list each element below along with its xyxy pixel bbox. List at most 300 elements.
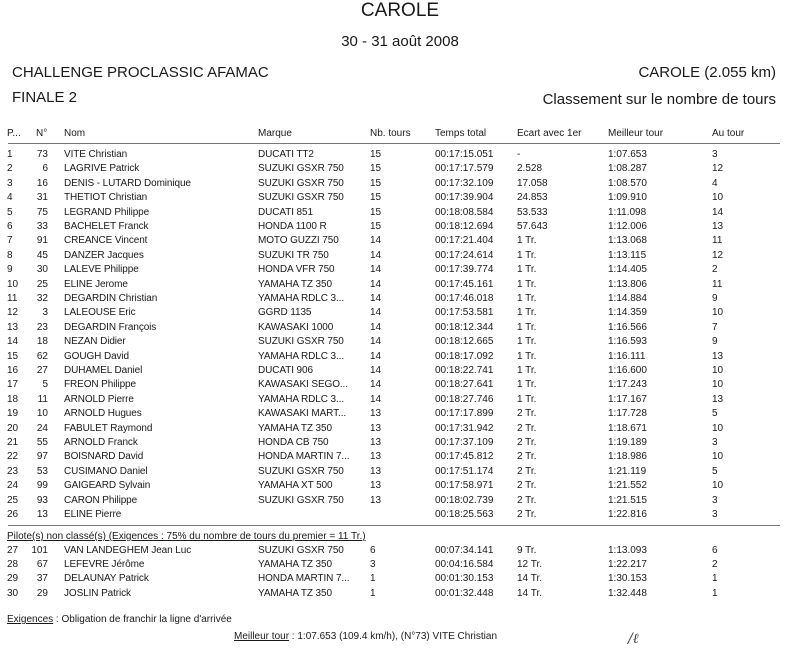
- cell-number: 27: [36, 365, 48, 376]
- cell-best-lap: 1:17.243: [608, 379, 647, 391]
- cell-position: 17: [7, 379, 19, 391]
- cell-on-lap: 5: [712, 408, 718, 420]
- cell-number: 101: [31, 545, 48, 556]
- cell-brand: MOTO GUZZI 750: [258, 235, 339, 247]
- cell-best-lap: 1:16.593: [608, 336, 647, 348]
- cell-name: DANZER Jacques: [64, 249, 144, 261]
- results-divider: [8, 525, 780, 526]
- cell-gap: 2 Tr.: [517, 408, 537, 420]
- best-lap-text: : 1:07.653 (109.4 km/h), (N°73) VITE Christian: [289, 631, 498, 642]
- cell-number: 16: [36, 177, 48, 189]
- cell-gap: 24.853: [517, 192, 548, 204]
- cell-on-lap: 10: [712, 422, 724, 434]
- cell-brand: SUZUKI GSXR 750: [258, 336, 344, 348]
- table-row: [0, 465, 800, 478]
- cell-laps: 14: [370, 307, 382, 319]
- cell-total-time: 00:17:17.579: [435, 163, 494, 175]
- cell-name: LAGRIVE Patrick: [64, 163, 140, 175]
- cell-laps: 14: [370, 278, 382, 290]
- col-header-best-lap: Meilleur tour: [608, 128, 664, 139]
- cell-number: 29: [36, 587, 48, 599]
- cell-position: 3: [7, 177, 13, 189]
- cell-number: 99: [36, 480, 48, 492]
- cell-total-time: 00:18:12.344: [435, 321, 494, 333]
- table-row: [0, 407, 800, 420]
- col-header-on-lap: Au tour: [712, 128, 745, 139]
- cell-best-lap: 1:07.653: [608, 149, 647, 160]
- cell-total-time: 00:18:27.641: [435, 379, 494, 391]
- cell-position: 30: [7, 587, 19, 599]
- cell-brand: DUCATI 906: [258, 365, 313, 376]
- cell-position: 1: [7, 149, 13, 160]
- cell-number: 32: [36, 293, 48, 304]
- handwritten-mark: /ℓ: [628, 631, 639, 647]
- cell-on-lap: 10: [712, 451, 724, 463]
- cell-laps: 13: [370, 422, 382, 434]
- cell-name: GAIGEARD Sylvain: [64, 480, 151, 492]
- cell-name: FABULET Raymond: [64, 422, 153, 434]
- cell-brand: YAMAHA TZ 350: [258, 422, 332, 434]
- cell-brand: DUCATI 851: [258, 206, 313, 218]
- cell-name: CREANCE Vincent: [64, 235, 148, 247]
- cell-on-lap: 10: [712, 480, 724, 492]
- cell-best-lap: 1:18.986: [608, 451, 647, 463]
- col-header-name: Nom: [64, 128, 86, 139]
- cell-best-lap: 1:22.816: [608, 509, 647, 520]
- cell-name: ELINE Jerome: [64, 278, 128, 290]
- table-row: [0, 378, 800, 391]
- cell-name: GOUGH David: [64, 350, 130, 362]
- cell-best-lap: 1:13.068: [608, 235, 647, 247]
- cell-total-time: 00:17:53.581: [435, 307, 494, 319]
- table-row: [0, 335, 800, 348]
- cell-best-lap: 1:14.405: [608, 264, 647, 276]
- cell-total-time: 00:17:17.899: [435, 408, 494, 420]
- cell-position: 21: [7, 437, 19, 448]
- cell-on-lap: 11: [712, 278, 723, 290]
- cell-brand: SUZUKI GSXR 750: [258, 545, 344, 556]
- cell-laps: 14: [370, 235, 382, 247]
- cell-gap: 2 Tr.: [517, 451, 537, 463]
- cell-total-time: 00:18:08.584: [435, 206, 494, 218]
- cell-total-time: 00:17:24.614: [435, 249, 494, 261]
- cell-gap: 1 Tr.: [517, 278, 537, 290]
- cell-gap: 2 Tr.: [517, 465, 537, 477]
- cell-gap: 9 Tr.: [517, 545, 537, 556]
- cell-best-lap: 1:08.570: [608, 177, 647, 189]
- cell-brand: SUZUKI GSXR 750: [258, 177, 344, 189]
- cell-total-time: 00:17:46.018: [435, 293, 494, 304]
- cell-brand: KAWASAKI SEGO...: [258, 379, 348, 391]
- cell-laps: 14: [370, 321, 382, 333]
- cell-number: 30: [36, 264, 48, 276]
- cell-laps: 14: [370, 264, 382, 276]
- cell-brand: HONDA MARTIN 7...: [258, 451, 350, 463]
- cell-best-lap: 1:11.098: [608, 206, 647, 218]
- cell-gap: 12 Tr.: [517, 559, 543, 571]
- cell-on-lap: 10: [712, 192, 724, 204]
- cell-best-lap: 1:16.111: [608, 350, 646, 362]
- table-row: [0, 278, 800, 291]
- table-row: [0, 321, 800, 334]
- cell-gap: 14 Tr.: [517, 573, 543, 585]
- cell-number: 31: [36, 192, 48, 204]
- col-header-brand: Marque: [258, 128, 292, 139]
- cell-number: 91: [36, 235, 48, 247]
- cell-position: 25: [7, 494, 19, 506]
- cell-laps: 13: [370, 494, 382, 506]
- cell-laps: 15: [370, 163, 382, 175]
- cell-best-lap: 1:08.287: [608, 163, 647, 175]
- cell-number: 11: [37, 393, 48, 405]
- cell-brand: HONDA VFR 750: [258, 264, 335, 276]
- cell-total-time: 00:18:25.563: [435, 509, 494, 520]
- cell-name: ARNOLD Pierre: [64, 393, 134, 405]
- cell-on-lap: 3: [712, 149, 718, 160]
- cell-position: 10: [7, 278, 19, 290]
- cell-best-lap: 1:21.119: [608, 465, 647, 477]
- cell-total-time: 00:01:30.153: [435, 573, 494, 585]
- cell-gap: 2 Tr.: [517, 422, 537, 434]
- cell-name: JOSLIN Patrick: [64, 587, 131, 599]
- cell-position: 13: [7, 321, 19, 333]
- cell-on-lap: 10: [712, 365, 724, 376]
- cell-gap: 17.058: [517, 177, 548, 189]
- cell-total-time: 00:17:39.774: [435, 264, 494, 276]
- cell-on-lap: 13: [712, 393, 724, 405]
- cell-name: LALEVE Philippe: [64, 264, 139, 276]
- cell-name: LEGRAND Philippe: [64, 206, 150, 218]
- cell-on-lap: 3: [712, 494, 718, 506]
- cell-number: 10: [36, 408, 48, 420]
- cell-name: DUHAMEL Daniel: [64, 365, 143, 376]
- cell-total-time: 00:18:12.694: [435, 221, 494, 232]
- header-divider: [8, 143, 780, 144]
- cell-name: CARON Philippe: [64, 494, 138, 506]
- table-row: [0, 479, 800, 492]
- cell-position: 12: [7, 307, 19, 319]
- table-row: [0, 306, 800, 319]
- cell-best-lap: 1:21.552: [608, 480, 647, 492]
- cell-position: 22: [7, 451, 19, 463]
- cell-brand: YAMAHA TZ 350: [258, 278, 332, 290]
- cell-gap: 2 Tr.: [517, 437, 537, 448]
- event-dates: 30 - 31 août 2008: [341, 33, 459, 50]
- requirements-note: [7, 614, 232, 625]
- cell-number: 25: [36, 278, 48, 290]
- table-row: [0, 350, 800, 363]
- cell-name: BOISNARD David: [64, 451, 144, 463]
- cell-brand: DUCATI TT2: [258, 149, 314, 160]
- cell-laps: 13: [370, 480, 382, 492]
- cell-best-lap: 1:30.153: [608, 573, 647, 585]
- cell-gap: -: [517, 149, 521, 160]
- cell-number: 37: [36, 573, 48, 585]
- cell-laps: 15: [370, 192, 382, 204]
- cell-number: 33: [36, 221, 48, 232]
- cell-best-lap: 1:17.167: [608, 393, 647, 405]
- table-row: [0, 544, 800, 557]
- cell-best-lap: 1:14.359: [608, 307, 647, 319]
- table-row: [0, 162, 800, 175]
- event-name: CHALLENGE PROCLASSIC AFAMAC: [12, 64, 269, 81]
- cell-number: 45: [36, 249, 48, 261]
- cell-name: LALEOUSE Eric: [64, 307, 136, 319]
- cell-gap: 2 Tr.: [517, 480, 537, 492]
- cell-position: 4: [7, 192, 13, 204]
- cell-number: 6: [42, 163, 48, 175]
- cell-total-time: 00:18:27.746: [435, 393, 494, 405]
- cell-gap: 14 Tr.: [517, 587, 543, 599]
- cell-total-time: 00:17:45.161: [435, 278, 494, 290]
- table-row: [0, 572, 800, 585]
- cell-total-time: 00:18:17.092: [435, 350, 494, 362]
- cell-best-lap: 1:16.600: [608, 365, 647, 376]
- cell-gap: 2 Tr.: [517, 494, 537, 506]
- cell-name: DEGARDIN Christian: [64, 293, 158, 304]
- cell-brand: YAMAHA RDLC 3...: [258, 293, 345, 304]
- cell-name: ARNOLD Franck: [64, 437, 138, 448]
- cell-position: 29: [7, 573, 19, 585]
- cell-total-time: 00:17:58.971: [435, 480, 494, 492]
- col-header-laps: Nb. tours: [370, 128, 411, 139]
- cell-laps: 13: [370, 465, 382, 477]
- cell-brand: YAMAHA RDLC 3...: [258, 350, 345, 362]
- cell-position: 20: [7, 422, 19, 434]
- cell-on-lap: 6: [712, 545, 718, 556]
- cell-laps: 14: [370, 336, 382, 348]
- cell-total-time: 00:17:32.109: [435, 177, 494, 189]
- cell-laps: 15: [370, 149, 382, 160]
- cell-on-lap: 2: [712, 264, 718, 276]
- cell-laps: 3: [370, 559, 376, 571]
- cell-brand: HONDA MARTIN 7...: [258, 573, 350, 585]
- cell-number: 5: [42, 379, 48, 391]
- cell-laps: 15: [370, 206, 382, 218]
- col-header-position: P...: [7, 128, 21, 139]
- cell-brand: SUZUKI GSXR 750: [258, 465, 344, 477]
- cell-name: DEGARDIN François: [64, 321, 157, 333]
- cell-number: 93: [36, 494, 48, 506]
- cell-position: 11: [7, 293, 18, 304]
- cell-on-lap: 3: [712, 437, 718, 448]
- table-row: [0, 177, 800, 190]
- cell-best-lap: 1:12.006: [608, 221, 647, 232]
- cell-total-time: 00:18:22.741: [435, 365, 494, 376]
- cell-gap: 1 Tr.: [517, 235, 537, 247]
- cell-on-lap: 4: [712, 177, 718, 189]
- table-row: [0, 364, 800, 377]
- cell-total-time: 00:17:31.942: [435, 422, 494, 434]
- race-name: FINALE 2: [12, 89, 78, 106]
- table-row: [0, 234, 800, 247]
- cell-name: THETIOT Christian: [64, 192, 148, 204]
- table-row: [0, 263, 800, 276]
- cell-name: DELAUNAY Patrick: [64, 573, 149, 585]
- cell-on-lap: 9: [712, 336, 718, 348]
- cell-total-time: 00:17:45.812: [435, 451, 494, 463]
- cell-on-lap: 13: [712, 221, 724, 232]
- cell-number: 73: [36, 149, 48, 160]
- cell-laps: 14: [370, 350, 382, 362]
- cell-best-lap: 1:09.910: [608, 192, 647, 204]
- cell-laps: 14: [370, 393, 382, 405]
- cell-name: CUSIMANO Daniel: [64, 465, 148, 477]
- cell-best-lap: 1:21.515: [608, 494, 647, 506]
- cell-brand: GGRD 1135: [258, 307, 312, 319]
- cell-gap: 2.528: [517, 163, 543, 175]
- cell-best-lap: 1:17.728: [608, 408, 647, 420]
- non-classified-heading: Pilote(s) non classé(s) (Exigences : 75% du nombre de tours du premier = 11 Tr.): [7, 531, 366, 542]
- cell-gap: 2 Tr.: [517, 509, 537, 520]
- cell-total-time: 00:07:34.141: [435, 545, 494, 556]
- cell-total-time: 00:18:02.739: [435, 494, 494, 506]
- cell-total-time: 00:17:39.904: [435, 192, 494, 204]
- cell-position: 28: [7, 559, 19, 571]
- cell-total-time: 00:17:21.404: [435, 235, 494, 247]
- cell-number: 75: [36, 206, 48, 218]
- cell-laps: 13: [370, 408, 382, 420]
- cell-brand: YAMAHA RDLC 3...: [258, 393, 345, 405]
- cell-position: 9: [7, 264, 13, 276]
- cell-gap: 1 Tr.: [517, 365, 537, 376]
- cell-brand: HONDA 1100 R: [258, 221, 327, 232]
- cell-laps: 14: [370, 249, 382, 261]
- cell-on-lap: 12: [712, 249, 724, 261]
- cell-brand: SUZUKI GSXR 750: [258, 163, 344, 175]
- table-row: [0, 206, 800, 219]
- best-lap-note: [234, 631, 497, 642]
- cell-name: BACHELET Franck: [64, 221, 149, 232]
- cell-gap: 1 Tr.: [517, 336, 537, 348]
- cell-gap: 1 Tr.: [517, 307, 537, 319]
- requirements-text: : Obligation de franchir la ligne d'arrivée: [53, 614, 232, 625]
- cell-on-lap: 11: [712, 235, 723, 247]
- cell-laps: 13: [370, 451, 382, 463]
- cell-on-lap: 1: [712, 587, 718, 599]
- table-row: [0, 436, 800, 449]
- cell-gap: 1 Tr.: [517, 393, 537, 405]
- cell-brand: KAWASAKI 1000: [258, 321, 334, 333]
- cell-number: 24: [36, 422, 48, 434]
- table-row: [0, 148, 800, 161]
- cell-position: 6: [7, 221, 13, 232]
- cell-best-lap: 1:13.093: [608, 545, 647, 556]
- cell-best-lap: 1:16.566: [608, 321, 647, 333]
- cell-best-lap: 1:32.448: [608, 587, 647, 599]
- cell-number: 62: [36, 350, 48, 362]
- cell-position: 5: [7, 206, 13, 218]
- cell-brand: SUZUKI TR 750: [258, 249, 329, 261]
- cell-number: 67: [36, 559, 48, 571]
- cell-laps: 14: [370, 379, 382, 391]
- page-title: CAROLE: [360, 0, 440, 21]
- cell-position: 8: [7, 249, 13, 261]
- cell-brand: YAMAHA TZ 350: [258, 587, 332, 599]
- cell-brand: HONDA CB 750: [258, 437, 329, 448]
- cell-number: 53: [36, 465, 48, 477]
- cell-gap: 1 Tr.: [517, 321, 537, 333]
- cell-position: 26: [7, 509, 19, 520]
- cell-on-lap: 14: [712, 206, 724, 218]
- cell-total-time: 00:18:12.665: [435, 336, 494, 348]
- cell-laps: 14: [370, 365, 382, 376]
- cell-name: DENIS - LUTARD Dominique: [64, 177, 191, 189]
- table-row: [0, 508, 800, 521]
- cell-position: 7: [7, 235, 13, 247]
- col-header-total-time: Temps total: [435, 128, 487, 139]
- cell-position: 16: [7, 365, 19, 376]
- cell-on-lap: 12: [712, 163, 724, 175]
- cell-brand: YAMAHA XT 500: [258, 480, 333, 492]
- cell-on-lap: 9: [712, 293, 718, 304]
- cell-name: FREON Philippe: [64, 379, 136, 391]
- cell-laps: 15: [370, 221, 382, 232]
- cell-laps: 13: [370, 437, 382, 448]
- cell-position: 24: [7, 480, 19, 492]
- col-header-gap: Ecart avec 1er: [517, 128, 582, 139]
- table-row: [0, 558, 800, 571]
- cell-number: 13: [36, 509, 48, 520]
- cell-brand: SUZUKI GSXR 750: [258, 494, 344, 506]
- table-row: [0, 220, 800, 233]
- results-table-header: [0, 128, 800, 142]
- cell-on-lap: 3: [712, 509, 718, 520]
- cell-laps: 15: [370, 177, 382, 189]
- cell-name: NEZAN Didier: [64, 336, 126, 348]
- cell-gap: 1 Tr.: [517, 350, 537, 362]
- cell-number: 55: [36, 437, 48, 448]
- cell-best-lap: 1:13.115: [608, 249, 647, 261]
- cell-position: 18: [7, 393, 19, 405]
- cell-number: 23: [36, 321, 48, 333]
- table-row: [0, 191, 800, 204]
- cell-total-time: 00:04:16.584: [435, 559, 494, 571]
- cell-name: ELINE Pierre: [64, 509, 122, 520]
- cell-laps: 6: [370, 545, 376, 556]
- table-row: [0, 494, 800, 507]
- cell-gap: 1 Tr.: [517, 293, 537, 304]
- cell-name: ARNOLD Hugues: [64, 408, 142, 420]
- cell-position: 2: [7, 163, 13, 175]
- cell-brand: KAWASAKI MART...: [258, 408, 347, 420]
- table-row: [0, 422, 800, 435]
- cell-position: 19: [7, 408, 19, 420]
- cell-on-lap: 7: [712, 321, 718, 333]
- cell-on-lap: 10: [712, 379, 724, 391]
- cell-total-time: 00:17:15.051: [435, 149, 494, 160]
- table-row: [0, 292, 800, 305]
- cell-best-lap: 1:13.806: [608, 278, 647, 290]
- cell-name: VAN LANDEGHEM Jean Luc: [64, 545, 192, 556]
- col-header-number: N°: [36, 128, 48, 139]
- cell-total-time: 00:17:37.109: [435, 437, 494, 448]
- cell-position: 27: [7, 545, 19, 556]
- cell-number: 97: [36, 451, 48, 463]
- cell-best-lap: 1:19.189: [608, 437, 647, 448]
- circuit-name: CAROLE (2.055 km): [638, 64, 776, 81]
- best-lap-label: Meilleur tour: [234, 631, 290, 642]
- cell-number: 18: [36, 336, 48, 348]
- cell-on-lap: 10: [712, 307, 724, 319]
- cell-gap: 1 Tr.: [517, 379, 537, 391]
- cell-laps: 1: [370, 573, 376, 585]
- cell-on-lap: 13: [712, 350, 724, 362]
- table-row: [0, 587, 800, 600]
- cell-on-lap: 2: [712, 559, 718, 571]
- cell-best-lap: 1:22.217: [608, 559, 647, 571]
- table-row: [0, 249, 800, 262]
